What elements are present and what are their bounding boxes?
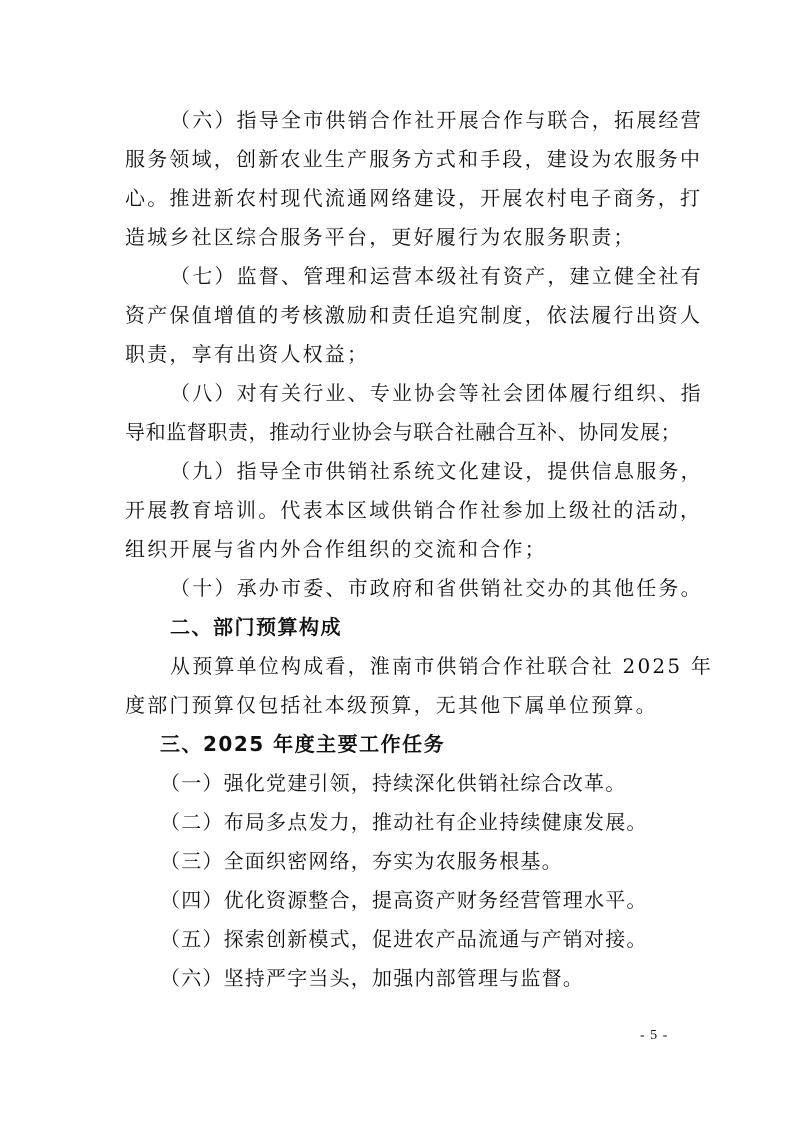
paragraph-7-line-1: （七）监督、管理和运营本级社有资产，建立健全社有 <box>170 264 703 288</box>
paragraph-6-line-1: （六）指导全市供销合作社开展合作与联合，拓展经营 <box>170 108 703 132</box>
section-2-heading: 二、部门预算构成 <box>170 615 342 639</box>
paragraph-8-line-2: 导和监督职责，推动行业协会与联合社融合互补、协同发展； <box>125 420 682 444</box>
paragraph-8-line-1: （八）对有关行业、专业协会等社会团体履行组织、指 <box>170 381 703 405</box>
paragraph-6-line-2: 服务领域，创新农业生产服务方式和手段，建设为农服务中 <box>125 147 703 171</box>
task-item-2: （二）布局多点发力，推动社有企业持续健康发展。 <box>160 810 648 834</box>
section-2-line-1: 从预算单位构成看，淮南市供销合作社联合社 2025 年 <box>170 654 714 678</box>
paragraph-7-line-3: 职责，享有出资人权益； <box>125 342 370 366</box>
paragraph-6-line-4: 造城乡社区综合服务平台，更好履行为农服务职责； <box>125 225 636 249</box>
paragraph-9-line-3: 组织开展与省内外合作组织的交流和合作； <box>125 537 547 561</box>
task-item-4: （四）优化资源整合，提高资产财务经营管理水平。 <box>160 888 648 912</box>
task-item-3: （三）全面织密网络，夯实为农服务根基。 <box>160 849 563 873</box>
paragraph-6-line-3: 心。推进新农村现代流通网络建设，开展农村电子商务，打 <box>125 186 703 210</box>
section-2-line-2: 度部门预算仅包括社本级预算，无其他下属单位预算。 <box>125 693 658 717</box>
section-3-heading: 三、2025 年度主要工作任务 <box>160 732 446 756</box>
task-item-1: （一）强化党建引领，持续深化供销社综合改革。 <box>160 771 627 795</box>
task-item-6: （六）坚持严字当头，加强内部管理与监督。 <box>160 966 584 990</box>
paragraph-10-line-1: （十）承办市委、市政府和省供销社交办的其他任务。 <box>170 576 703 600</box>
paragraph-9-line-1: （九）指导全市供销社系统文化建设，提供信息服务， <box>170 459 703 483</box>
paragraph-7-line-2: 资产保值增值的考核激励和责任追究制度，依法履行出资人 <box>125 303 703 327</box>
page-number: - 5 - <box>640 1028 669 1043</box>
task-item-5: （五）探索创新模式，促进农产品流通与产销对接。 <box>160 927 648 951</box>
paragraph-9-line-2: 开展教育培训。代表本区域供销合作社参加上级社的活动， <box>125 498 703 522</box>
